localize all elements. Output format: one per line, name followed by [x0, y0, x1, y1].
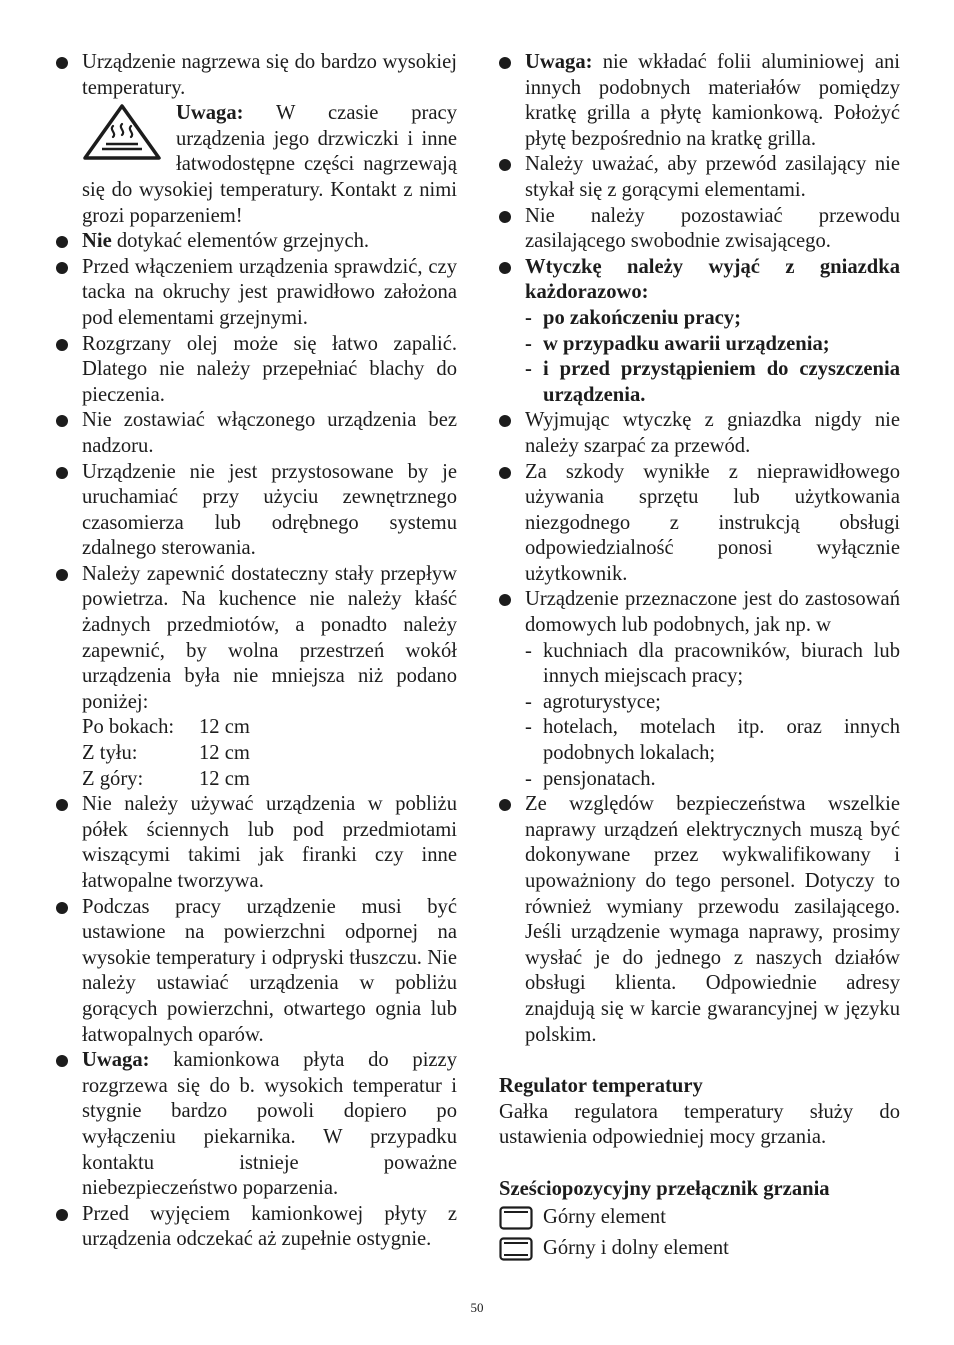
- list-item: Przed wyjęciem kamionkowej płyty z urządzenia odczekać aż zupełnie ostygnie.: [56, 1202, 457, 1253]
- heating-mode-list: [499, 1203, 900, 1265]
- item-text: Należy zapewnić dostateczny stały przepływ powietrza. Na kuchence nie należy kłaść żadnych przedmiotów, a ponadto należy zapewnić, by wolna przestrzeń wokół urządzenia była nie mniejsza niż podano poniżej:: [82, 562, 457, 713]
- list-item: Ze względów bezpieczeństwa wszelkie naprawy urządzeń elektrycznych muszą być dokonywane przez wykwalifikowany i upoważniony do tego personel. Dotyczy to również wymiany przewodu zasilającego. Jeśli urządzenie wymaga naprawy, prosimy wysłać je do jednego z naszych działów obsługi klienta. Odpowiednie adresy znajdują się w karcie gwarancyjnej w języku polskim.: [499, 792, 900, 1048]
- distance-value: 12 cm: [199, 716, 250, 739]
- warning-text: W czasie pracy urządzenia jego drzwiczki i inne łatwodostępne części nagrzewają się do wysokiej temperatury. Kontakt z nimi grozi poparzeniem!: [82, 102, 457, 227]
- list-item: [56, 229, 457, 255]
- section-title: Regulator temperatury: [499, 1075, 703, 1098]
- section-text: Gałka regulatora temperatury służy do ustawienia odpowiedniej mocy grzania.: [499, 1100, 900, 1149]
- list-item: Przed włączeniem urządzenia sprawdzić, czy tacka na okruchy jest prawidłowo założona pod elementami grzejnymi.: [56, 255, 457, 332]
- distance-label: Z tyłu:: [82, 742, 138, 765]
- safety-list-right: [499, 50, 900, 1048]
- emphasis: Nie: [82, 230, 112, 253]
- list-item: Nie należy używać urządzenia w pobliżu półek ściennych lub pod przedmiotami wiszącymi takimi jak firanki czy inne łatwopalne tworzywa.: [56, 792, 457, 894]
- list-item: Należy uważać, aby przewód zasilający nie stykał się z gorącymi elementami.: [499, 152, 900, 203]
- dash-item: - po zakończeniu pracy;: [525, 306, 900, 332]
- item-text: Urządzenie nagrzewa się do bardzo wysokiej temperatury.: [82, 51, 457, 99]
- distance-value: 12 cm: [199, 742, 250, 765]
- distance-table: [82, 715, 457, 792]
- dash-item: - w przypadku awarii urządzenia;: [525, 332, 900, 358]
- list-item: [499, 587, 900, 792]
- list-item: Urządzenie nie jest przystosowane by je uruchamiać przy użyciu zewnętrznego czasomierza lub odrębnego systemu zdalnego sterowania.: [56, 460, 457, 562]
- list-item: Nie należy pozostawiać przewodu zasilającego swobodnie zwisającego.: [499, 204, 900, 255]
- item-heading: Wtyczkę należy wyjąć z gniazdka każdorazowo:: [525, 255, 900, 304]
- list-item: Nie zostawiać włączonego urządzenia bez nadzoru.: [56, 408, 457, 459]
- list-item: Podczas pracy urządzenie musi być ustawione na powierzchni odpornej na wysokie temperatury i odpryski tłuszczu. Nie należy ustawiać urządzenia w pobliżu gorących powierzchni, otwartego ognia lub łatwopalnych oparów.: [56, 895, 457, 1049]
- right-column: [499, 50, 900, 1265]
- distance-row: [82, 767, 457, 793]
- dash-item: - kuchniach dla pracowników, biurach lub innych miejscach pracy;: [525, 639, 900, 690]
- dash-item: - agroturystyce;: [525, 690, 900, 716]
- top-bottom-heating-element-icon: [499, 1237, 533, 1261]
- distance-row: [82, 715, 457, 741]
- dash-list: [525, 639, 900, 793]
- heating-mode-row: [499, 1203, 900, 1234]
- dash-list: [525, 306, 900, 408]
- list-item: [499, 50, 900, 152]
- dash-item: - i przed przystąpieniem do czyszczenia urządzenia.: [525, 357, 900, 408]
- distance-label: Z góry:: [82, 767, 144, 790]
- distance-value: 12 cm: [199, 767, 250, 790]
- left-column: [56, 50, 457, 1253]
- safety-list-left: [56, 50, 457, 1253]
- top-heating-element-icon: [499, 1206, 533, 1230]
- list-item: [56, 562, 457, 792]
- item-text: kamionkowa płyta do pizzy rozgrzewa się do b. wysokich temperatur i stygnie bardzo powoli dopiero po wyłączeniu piekarnika. W przypadku kontaktu istnieje poważne niebezpieczeństwo poparzenia.: [82, 1049, 457, 1200]
- hot-surface-warning-icon: [82, 103, 162, 161]
- distance-label: Po bokach:: [82, 716, 175, 739]
- distance-row: [82, 741, 457, 767]
- list-item: [499, 255, 900, 409]
- list-item: Rozgrzany olej może się łatwo zapalić. Dlatego nie należy przepełniać blachy do pieczenia.: [56, 332, 457, 409]
- warning-label: Uwaga:: [525, 51, 593, 73]
- list-item: Wyjmując wtyczkę z gniazdka nigdy nie należy szarpać za przewód.: [499, 408, 900, 459]
- item-text: Urządzenie przeznaczone jest do zastosowań domowych lub podobnych, jak np. w: [525, 588, 900, 637]
- dash-item: - pensjonatach.: [525, 767, 900, 793]
- heating-mode-label: Górny i dolny element: [543, 1237, 729, 1260]
- page-number: 50: [470, 1300, 484, 1315]
- list-item: [56, 50, 457, 229]
- dash-item: - hotelach, motelach itp. oraz innych podobnych lokalach;: [525, 715, 900, 766]
- warning-label: Uwaga:: [82, 1049, 150, 1072]
- warning-block: [82, 101, 457, 229]
- warning-label: Uwaga:: [176, 102, 244, 125]
- heating-mode-row: [499, 1234, 900, 1265]
- item-text: dotykać elementów grzejnych.: [111, 230, 370, 253]
- list-item: [56, 1048, 457, 1202]
- list-item: Za szkody wynikłe z nieprawidłowego używania sprzętu lub użytkowania niezgodnego z instrukcją obsługi odpowiedzialność ponosi wyłącznie użytkownik.: [499, 460, 900, 588]
- heating-mode-label: Górny element: [543, 1206, 666, 1229]
- section-title: Sześciopozycyjny przełącznik grzania: [499, 1177, 830, 1200]
- item-text: nie wkładać folii aluminiowej ani innych podobnych materiałów pomiędzy kratkę grilla a płytę kamionkową. Położyć płytę bezpośrednio na kratkę grilla.: [525, 51, 900, 150]
